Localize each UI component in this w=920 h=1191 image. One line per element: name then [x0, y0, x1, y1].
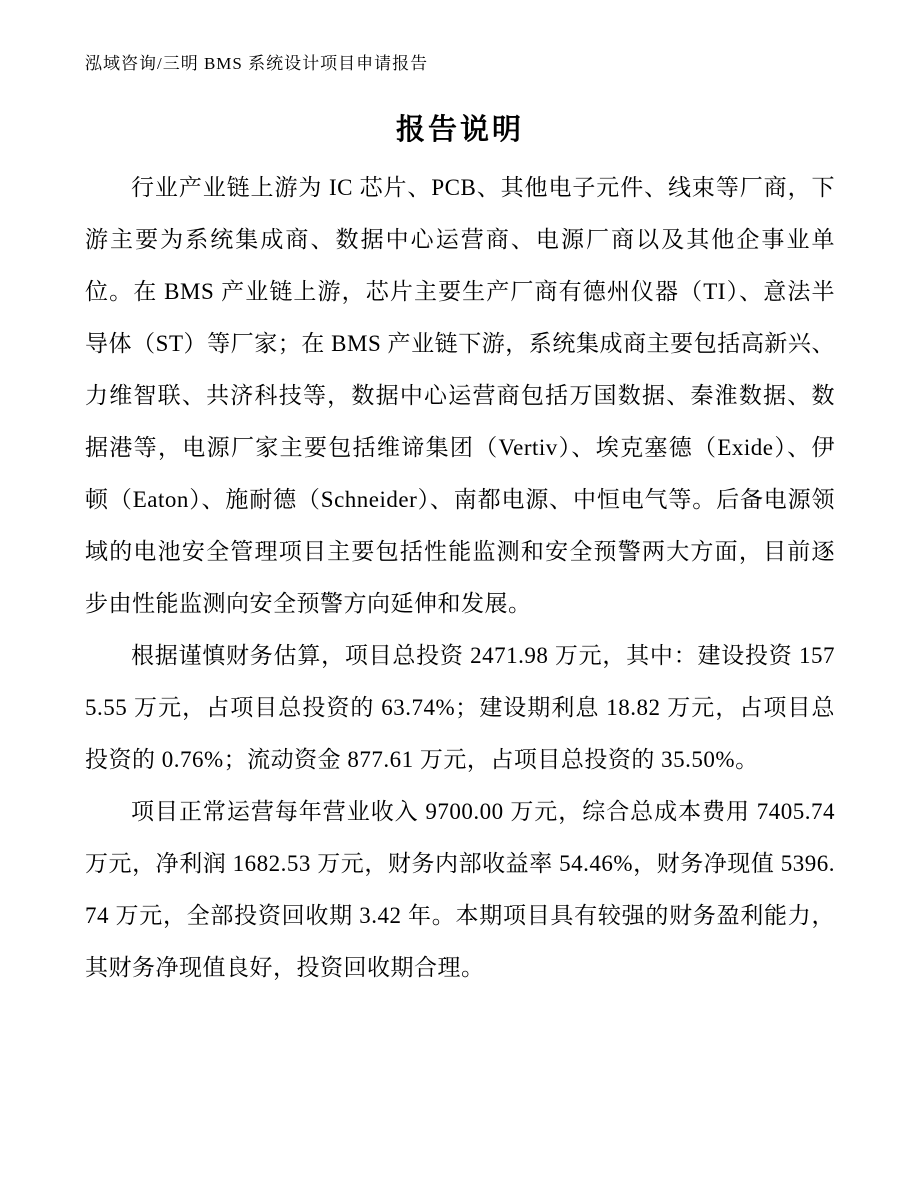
paragraph-industry-chain: 行业产业链上游为 IC 芯片、PCB、其他电子元件、线束等厂商，下游主要为系统集成商、数据中心运营商、电源厂商以及其他企事业单位。在 BMS 产业链上游，芯片主要生产厂商有德州仪器（TI）、意法半导体（ST）等厂家；在 BMS 产业链下游，系统集成商主要包括高新兴、力维智联、共济科技等，数据中心运营商包括万国数据、秦淮数据、数据港等，电源厂家主要包括维谛集团（Vertiv）、埃克塞德（Exide）、伊顿（Eaton）、施耐德（Schneider）、南都电源、中恒电气等。后备电源领域的电池安全管理项目主要包括性能监测和安全预警两大方面，目前逐步由性能监测向安全预警方向延伸和发展。 — [85, 175, 835, 616]
page-title: 报告说明 — [395, 114, 524, 146]
document-header: 泓域咨询/三明 BMS 系统设计项目申请报告 — [85, 54, 429, 73]
paragraph-operating-results: 项目正常运营每年营业收入 9700.00 万元，综合总成本费用 7405.74 万元，净利润 1682.53 万元，财务内部收益率 54.46%，财务净现值 5396.74 万元，全部投资回收期 3.42 年。本期项目具有较强的财务盈利能力，其财务净现值良好，投资回收期合理。 — [85, 799, 835, 980]
document-body — [85, 162, 835, 994]
paragraph-investment-estimate: 根据谨慎财务估算，项目总投资 2471.98 万元，其中：建设投资 1575.55 万元，占项目总投资的 63.74%；建设期利息 18.82 万元，占项目总投资的 0.76%；流动资金 877.61 万元，占项目总投资的 35.50%。 — [85, 643, 835, 772]
